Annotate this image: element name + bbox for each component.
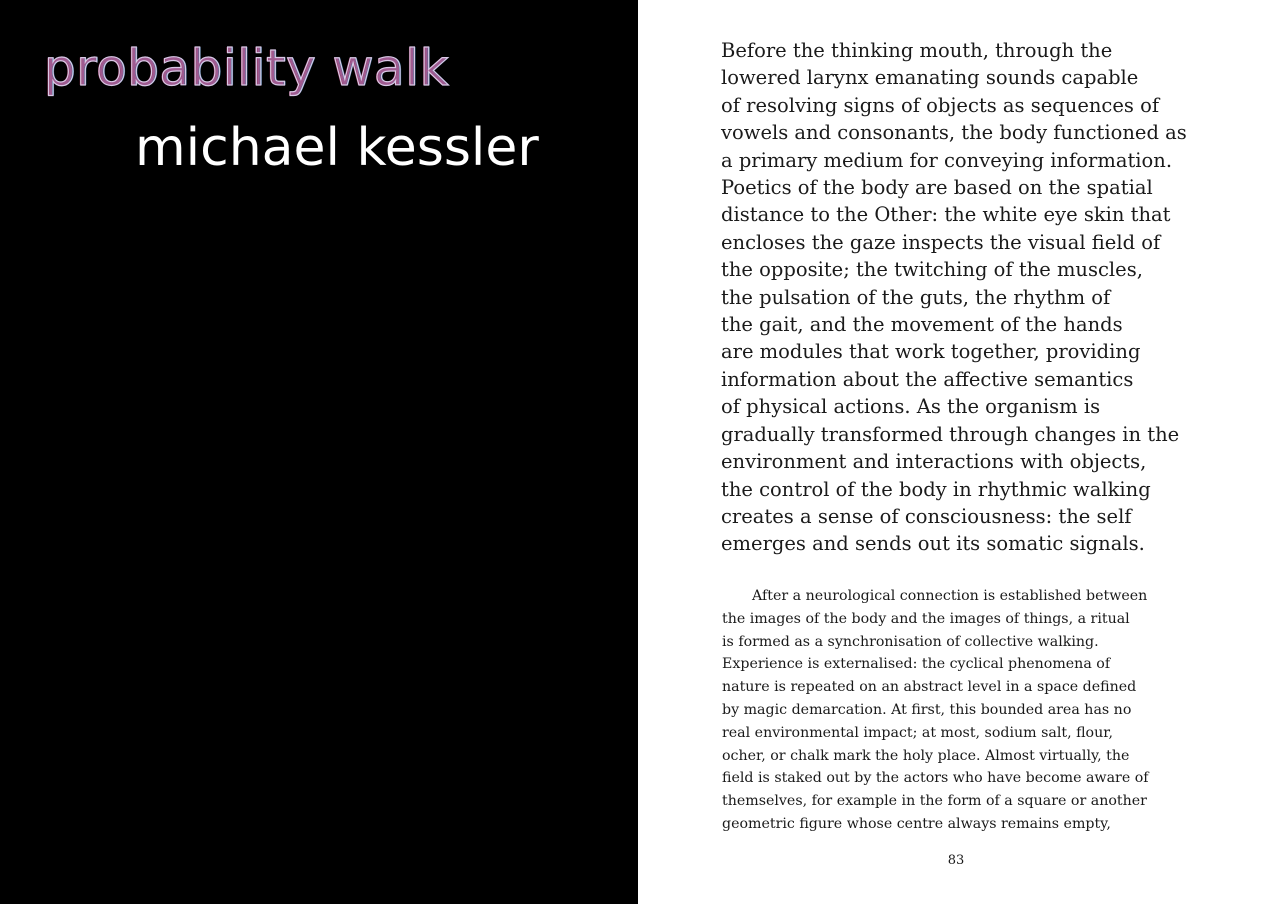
text-line: vowels and consonants, the body functioned as bbox=[721, 121, 1187, 145]
paragraph-small bbox=[722, 585, 1192, 836]
page-number: 83 bbox=[947, 853, 965, 868]
text-line: ocher, or chalk mark the holy place. Almost virtually, the bbox=[722, 747, 1130, 764]
book-title: probability walk bbox=[44, 39, 450, 97]
text-line: the images of the body and the images of things, a ritual bbox=[722, 610, 1130, 627]
text-line: the control of the body in rhythmic walking bbox=[721, 477, 1151, 501]
text-line: of physical actions. As the organism is bbox=[721, 395, 1101, 419]
text-line: the pulsation of the guts, the rhythm of bbox=[721, 285, 1111, 309]
text-line: Before the thinking mouth, through the bbox=[721, 39, 1113, 62]
text-line: nature is repeated on an abstract level in a space defined bbox=[722, 679, 1137, 696]
text-line: of resolving signs of objects as sequences of bbox=[721, 93, 1160, 117]
text-line: encloses the gaze inspects the visual field of bbox=[721, 230, 1161, 254]
text-line: real environmental impact; at most, sodium salt, flour, bbox=[722, 724, 1113, 741]
text-line: distance to the Other: the white eye skin that bbox=[721, 203, 1171, 227]
text-line: themselves, for example in the form of a square or another bbox=[722, 793, 1147, 810]
text-line: field is staked out by the actors who have become aware of bbox=[722, 770, 1149, 787]
text-line: creates a sense of consciousness: the self bbox=[721, 504, 1132, 528]
text-line: Experience is externalised: the cyclical phenomena of bbox=[722, 656, 1111, 673]
text-line: geometric figure whose centre always remains empty, bbox=[722, 815, 1111, 832]
text-line: After a neurological connection is established between bbox=[752, 588, 1148, 604]
text-line: lowered larynx emanating sounds capable bbox=[721, 66, 1139, 90]
text-line: a primary medium for conveying information. bbox=[721, 148, 1173, 172]
text-line: Poetics of the body are based on the spatial bbox=[721, 176, 1153, 200]
text-line: gradually transformed through changes in the bbox=[721, 422, 1180, 446]
text-line: are modules that work together, providing bbox=[721, 340, 1141, 364]
text-line: the opposite; the twitching of the muscles, bbox=[721, 258, 1143, 282]
paragraph-large bbox=[721, 37, 1231, 558]
text-line: the gait, and the movement of the hands bbox=[721, 313, 1123, 337]
author-name: michael kessler bbox=[135, 118, 539, 178]
text-line: environment and interactions with objects, bbox=[721, 450, 1147, 474]
text-line: is formed as a synchronisation of collective walking. bbox=[722, 633, 1099, 650]
text-line: by magic demarcation. At first, this bounded area has no bbox=[722, 701, 1132, 718]
text-line: emerges and sends out its somatic signals. bbox=[721, 532, 1145, 556]
text-line: information about the affective semantics bbox=[721, 367, 1134, 391]
